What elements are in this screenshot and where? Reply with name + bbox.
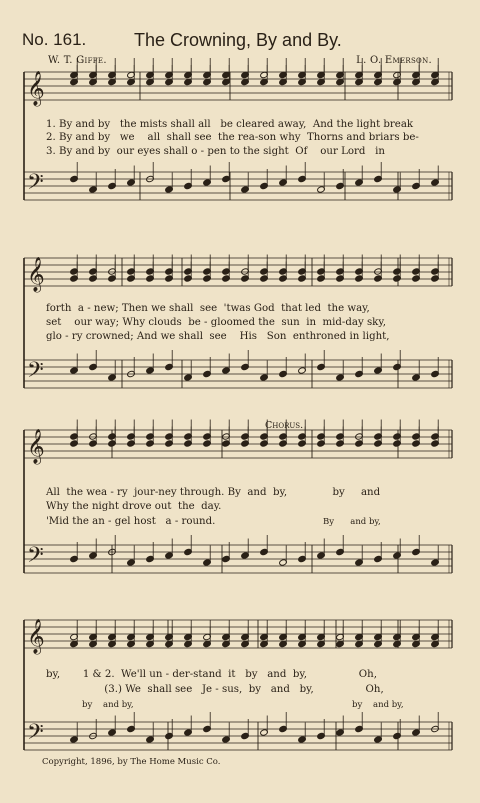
treble-clef: 𝄞 — [27, 429, 45, 464]
chorus-line: by, 1 & 2. We'll un - der-stand it by and by, Oh, — [46, 669, 377, 680]
bass-clef: 𝄢 — [27, 543, 44, 573]
copyright: Copyright, 1896, by The Home Music Co. — [42, 757, 221, 767]
verse-3-line: glo - ry crowned; And we shall see His Son enthroned in light, — [46, 331, 390, 342]
verse-2-line: 2. By and by we all shall see the rea-son why Thorns and briars be- — [46, 132, 419, 143]
verse-2-line: Why the night drove out the day. — [46, 501, 222, 512]
bass-clef: 𝄢 — [27, 358, 44, 388]
bass-clef: 𝄢 — [27, 720, 44, 750]
verse-3-line: 3. By and by our eyes shall o - pen to the sight Of our Lord in — [46, 146, 385, 157]
chorus-line: All the wea - ry jour-ney through. By and by, by and — [46, 487, 381, 498]
hymn-number: No. 161. — [22, 30, 87, 49]
verse-1-line: forth a - new; Then we shall see 'twas God that led the way, — [46, 303, 370, 314]
chorus-line: (3.) We shall see Je - sus, by and by, Oh, — [46, 684, 384, 695]
treble-clef: 𝄞 — [27, 71, 45, 106]
treble-clef: 𝄞 — [27, 619, 45, 654]
bass-clef: 𝄢 — [27, 170, 44, 200]
verse-2-line: set our way; Why clouds be - gloomed the sun in mid-day sky, — [46, 317, 386, 328]
treble-clef: 𝄞 — [27, 257, 45, 292]
chorus-label: Chorus. — [265, 420, 304, 431]
composer: L. O. Emerson. — [356, 55, 432, 66]
verse-3-line: 'Mid the an - gel host a - round. — [46, 516, 216, 527]
bass-cue: by and by, — [352, 700, 404, 710]
bass-cue: by and by, — [82, 700, 134, 710]
bass-cue: By and by, — [323, 517, 381, 527]
hymn-title: The Crowning, By and By. — [134, 30, 342, 50]
lyricist: W. T. Giffe. — [48, 55, 107, 66]
verse-1-line: 1. By and by the mists shall all be cleared away, And the light break — [46, 119, 414, 130]
